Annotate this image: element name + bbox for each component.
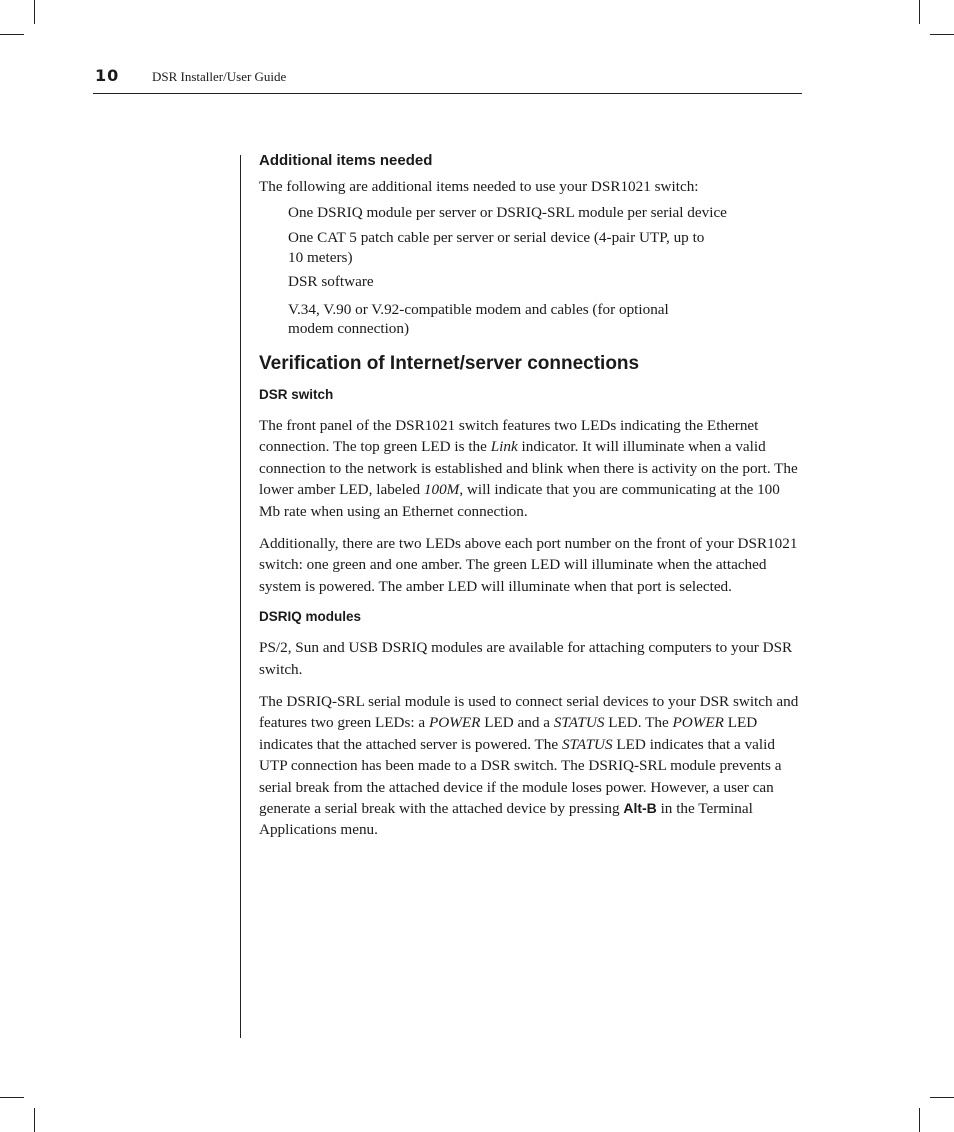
page-number: 10	[95, 66, 120, 85]
dsriq-paragraph-1: PS/2, Sun and USB DSRIQ modules are available for attaching computers to your DSR switch.	[259, 639, 793, 678]
list-item: V.34, V.90 or V.92-compatible modem and cables (for optional modem connection)	[288, 300, 669, 338]
margin-rule	[240, 155, 241, 1038]
heading-dsr-switch: DSR switch	[259, 386, 334, 402]
dsriq-paragraph-2: The DSRIQ-SRL serial module is used to connect serial devices to your DSR switch and features two green LEDs: a POWER LED and a STATUS LED. The POWER LED indicates that the attached server is powered. The STATUS LED indicates that a valid UTP connection has been made to a DSR switch. The DSRIQ-SRL module prevents a serial break from the attached device if the module loses power. However, a user can generate a serial break with the attached device by pressing Alt-B in the Terminal Applications menu.	[259, 693, 799, 839]
status-term: STATUS	[553, 714, 605, 732]
crop-mark-tl-v	[34, 0, 35, 24]
list-item: DSR software	[288, 273, 374, 291]
power-term: POWER	[672, 714, 724, 732]
crop-mark-br-h	[930, 1097, 954, 1098]
crop-mark-bl-h	[0, 1097, 24, 1098]
crop-mark-tr-v	[919, 0, 920, 24]
heading-verification: Verification of Internet/server connections	[259, 352, 640, 374]
crop-mark-tl-h	[0, 34, 24, 35]
crop-mark-tr-h	[930, 34, 954, 35]
heading-additional-items: Additional items needed	[259, 152, 433, 169]
dsr-switch-paragraph-1: The front panel of the DSR1021 switch features two LEDs indicating the Ethernet connection. The top green LED is the Link indicator. It will illuminate when a valid connection to the network is established and blink when there is activity on the port. The lower amber LED, labeled 100M, will indicate that you are communicating at the 100 Mb rate when using an Ethernet connection.	[259, 416, 798, 520]
crop-mark-br-v	[919, 1108, 920, 1132]
link-term: Link	[490, 438, 518, 456]
running-title: DSR Installer/User Guide	[152, 69, 287, 84]
additional-items-list	[259, 203, 799, 339]
list-item: One DSRIQ module per server or DSRIQ-SRL module per serial device	[288, 204, 727, 222]
crop-mark-bl-v	[34, 1108, 35, 1132]
dsr-switch-paragraph-2: Additionally, there are two LEDs above each port number on the front of your DSR1021 switch: one green and one amber. The green LED will illuminate when the attached system is powered. The amber LED will illuminate when that port is selected.	[259, 535, 798, 595]
alt-b-key: Alt-B	[623, 800, 657, 817]
additional-intro: The following are additional items needed to use your DSR1021 switch:	[259, 178, 699, 195]
page-content	[259, 150, 799, 841]
100m-term: 100M	[423, 481, 460, 499]
list-item: One CAT 5 patch cable per server or serial device (4-pair UTP, up to 10 meters)	[288, 229, 705, 266]
status-term: STATUS	[561, 735, 613, 753]
power-term: POWER	[428, 714, 481, 732]
header-rule	[93, 93, 802, 94]
heading-dsriq-modules: DSRIQ modules	[259, 609, 362, 625]
